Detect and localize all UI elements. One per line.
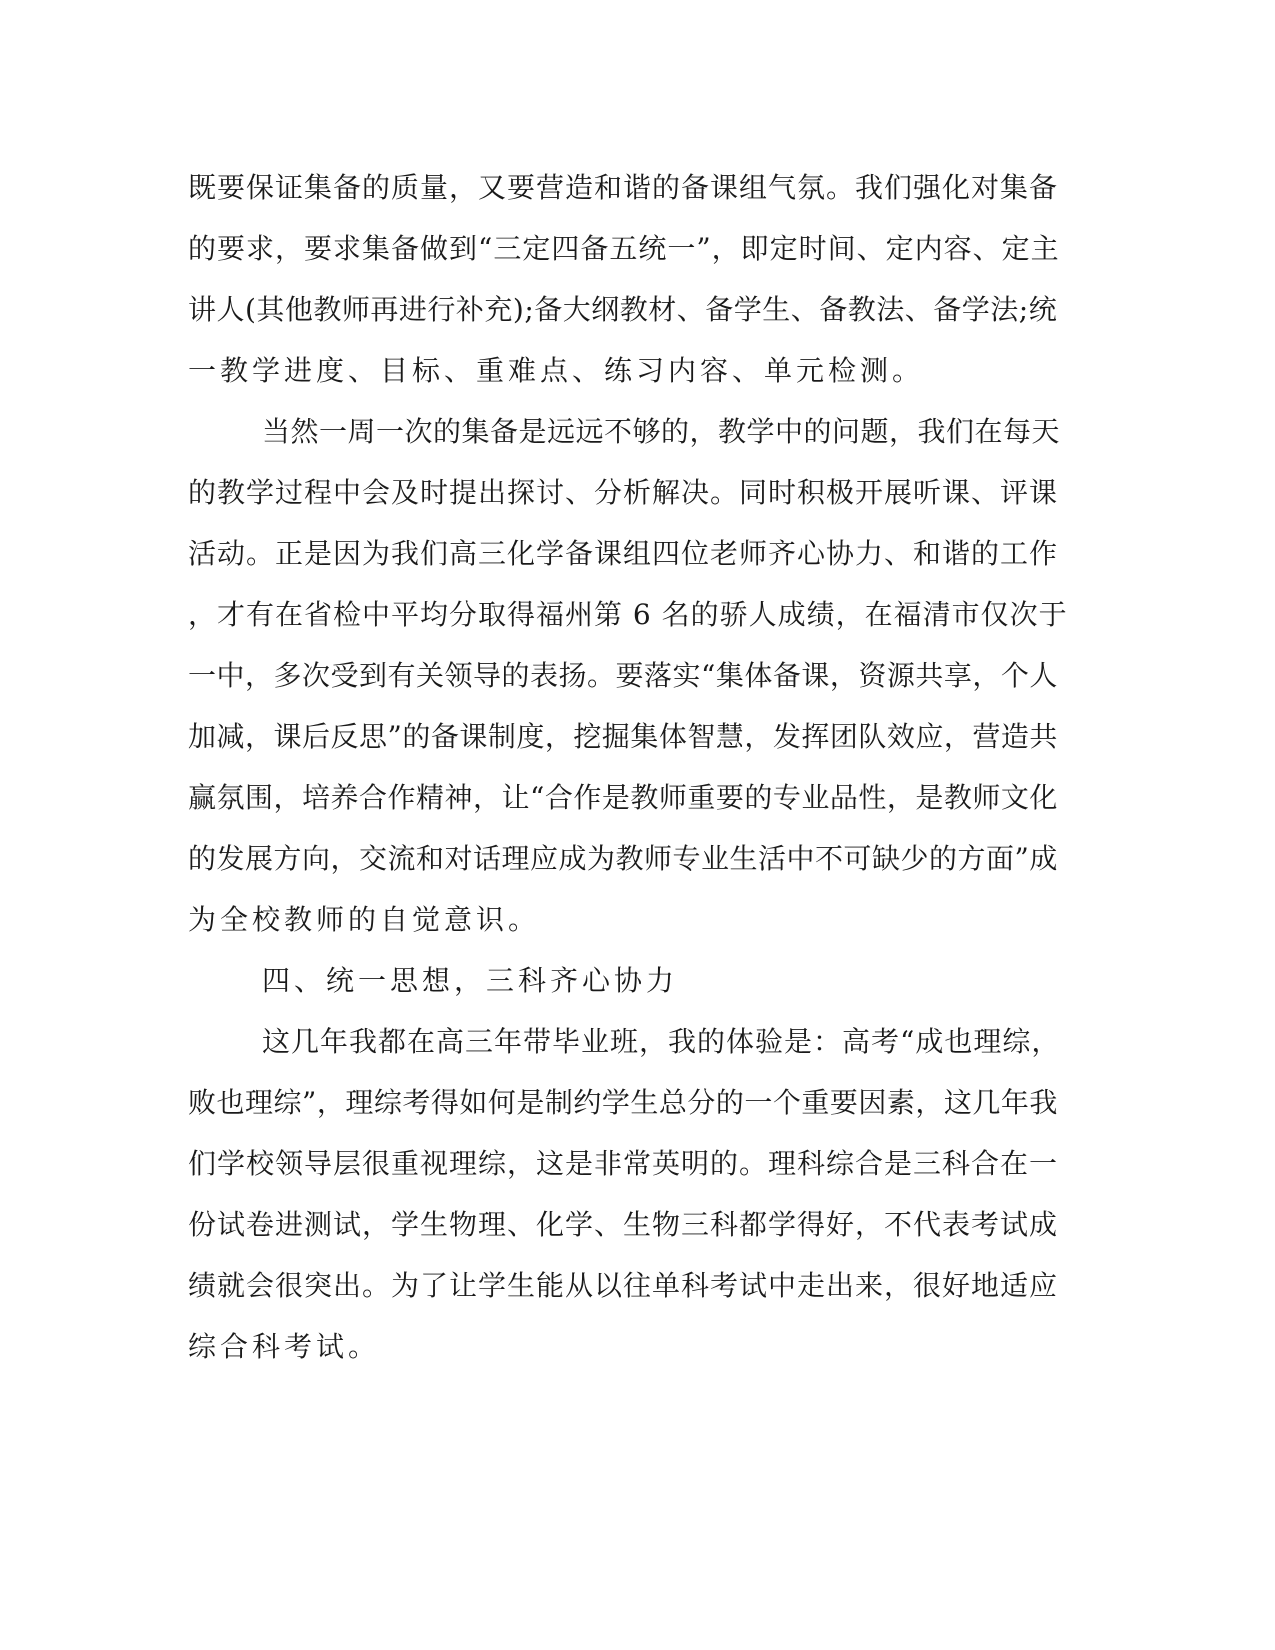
paragraph-first-line: 四、统一思想，三科齐心协力 [262, 964, 679, 997]
text-line: 综合科考试。 [188, 1330, 381, 1363]
paragraph-first-line: 这几年我都在高三年带毕业班，我的体验是：高考“成也理综， [262, 1025, 1061, 1058]
text-line: 的要求，要求集备做到“三定四备五统一”，即定时间、定内容、定主 [188, 232, 1060, 265]
text-line: 份试卷进测试，学生物理、化学、生物三科都学得好，不代表考试成 [188, 1208, 1059, 1241]
text-line: 败也理综”，理综考得如何是制约学生总分的一个重要因素，这几年我 [188, 1086, 1058, 1119]
text-line: 为全校教师的自觉意识。 [188, 903, 541, 936]
text-line: 讲人(其他教师再进行补充);备大纲教材、备学生、备教法、备学法;统 [188, 293, 1058, 326]
text-line: 绩就会很突出。为了让学生能从以往单科考试中走出来，很好地适应 [188, 1269, 1059, 1302]
text-line: 活动。正是因为我们高三化学备课组四位老师齐心协力、和谐的工作 [188, 537, 1059, 570]
text-line: 们学校领导层很重视理综，这是非常英明的。理科综合是三科合在一 [188, 1147, 1059, 1180]
paragraph-first-line: 当然一周一次的集备是远远不够的，教学中的问题，我们在每天 [262, 415, 1061, 448]
text-line: 一教学进度、目标、重难点、练习内容、单元检测。 [188, 354, 925, 387]
text-line: 的教学过程中会及时提出探讨、分析解决。同时积极开展听课、评课 [188, 476, 1059, 509]
text-line: 既要保证集备的质量，又要营造和谐的备课组气氛。我们强化对集备 [188, 171, 1059, 204]
document-body [188, 157, 1068, 1377]
text-line: 的发展方向，交流和对话理应成为教师专业生活中不可缺少的方面”成 [188, 842, 1058, 875]
text-line: ，才有在省检中平均分取得福州第 6 名的骄人成绩，在福清市仅次于 [188, 598, 1068, 631]
text-line: 赢氛围，培养合作精神，让“合作是教师重要的专业品性，是教师文化 [188, 781, 1058, 814]
text-line: 一中，多次受到有关领导的表扬。要落实“集体备课，资源共享，个人 [188, 659, 1058, 692]
text-line: 加减，课后反思”的备课制度，挖掘集体智慧，发挥团队效应，营造共 [188, 720, 1058, 753]
